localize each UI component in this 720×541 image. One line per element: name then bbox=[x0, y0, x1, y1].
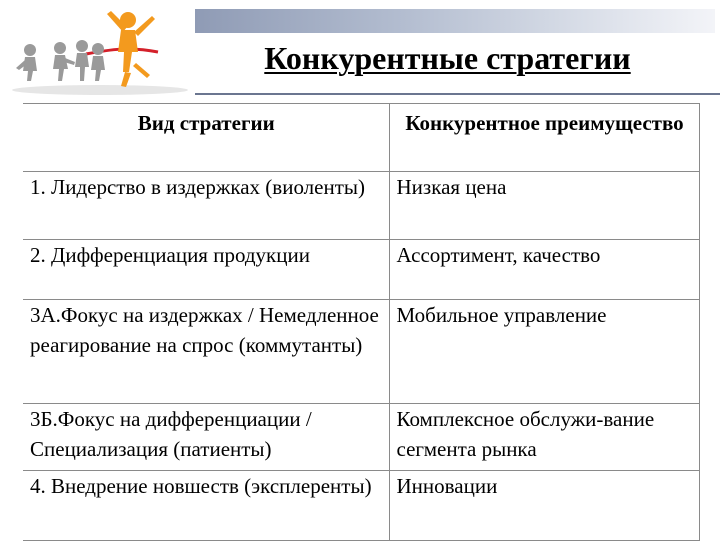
column-header-advantage: Конкурентное преимущество bbox=[389, 104, 699, 172]
strategy-cell: 1. Лидерство в издержках (виоленты) bbox=[23, 172, 389, 240]
title-divider bbox=[195, 93, 720, 95]
advantage-cell: Комплексное обслужи-вание сегмента рынка bbox=[389, 404, 699, 471]
header-gradient-bar bbox=[195, 9, 715, 33]
table-row bbox=[23, 172, 699, 240]
slide-title: Конкурентные стратегии bbox=[264, 40, 631, 76]
race-illustration bbox=[8, 6, 193, 96]
table-row bbox=[23, 404, 699, 471]
advantage-cell: Мобильное управление bbox=[389, 300, 699, 404]
strategy-table bbox=[23, 103, 700, 541]
advantage-cell: Низкая цена bbox=[389, 172, 699, 240]
table-header-row bbox=[23, 104, 699, 172]
strategy-cell: 3Б.Фокус на дифференциации /Специализация (патиенты) bbox=[23, 404, 389, 471]
table-row bbox=[23, 471, 699, 541]
table-row bbox=[23, 240, 699, 300]
column-header-strategy: Вид стратегии bbox=[23, 104, 389, 172]
strategy-cell: 3А.Фокус на издержках / Немедленное реагирование на спрос (коммутанты) bbox=[23, 300, 389, 404]
strategy-cell: 2. Дифференциация продукции bbox=[23, 240, 389, 300]
advantage-cell: Ассортимент, качество bbox=[389, 240, 699, 300]
strategy-cell: 4. Внедрение новшеств (эксплеренты) bbox=[23, 471, 389, 541]
table-row bbox=[23, 300, 699, 404]
advantage-cell: Инновации bbox=[389, 471, 699, 541]
